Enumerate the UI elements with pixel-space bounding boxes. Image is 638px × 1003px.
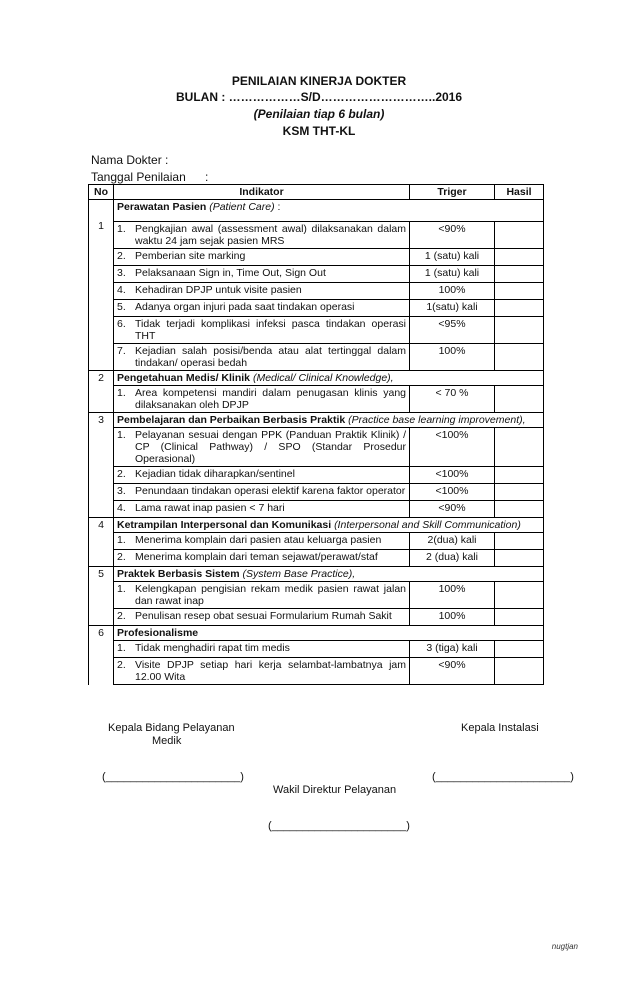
hasil-cell[interactable]: [495, 222, 544, 249]
triger-cell: <100%: [410, 484, 495, 501]
item-text: Lama rawat inap pasien < 7 hari: [135, 502, 285, 514]
doctor-label: Nama Dokter :: [91, 153, 169, 167]
item-number: 1.: [117, 583, 126, 595]
item-number: 1.: [117, 387, 126, 399]
section-title-italic: (Interpersonal and Skill Communication): [334, 519, 521, 531]
hasil-cell[interactable]: [495, 582, 544, 609]
item-number: 2.: [117, 468, 126, 480]
table-row: [89, 300, 544, 317]
section-number: 5: [89, 567, 114, 626]
header-no: No: [89, 185, 114, 200]
item-text: Tidak menghadiri rapat tim medis: [135, 642, 290, 654]
item-number: 1.: [117, 429, 126, 441]
period: BULAN : ………………S/D………………………..2016: [175, 90, 463, 104]
footer-mark: nugtjan: [551, 942, 578, 951]
unit: KSM THT-KL: [282, 124, 356, 138]
indicator-cell: [114, 641, 410, 658]
section-row: [89, 626, 544, 641]
date-label: Tanggal Penilaian: [91, 170, 186, 184]
indicator-cell: [114, 467, 410, 484]
table-row: [89, 344, 544, 371]
table-row: [89, 467, 544, 484]
center-signature-title: Wakil Direktur Pelayanan: [273, 784, 397, 796]
hasil-cell[interactable]: [495, 609, 544, 626]
table-row: [89, 386, 544, 413]
item-number: 2.: [117, 551, 126, 563]
section-title-text: Pengetahuan Medis/ Klinik: [117, 372, 253, 384]
section-title: [114, 567, 544, 582]
triger-cell: 100%: [410, 344, 495, 371]
section-title: [114, 518, 544, 533]
item-number: 1.: [117, 642, 126, 654]
hasil-cell[interactable]: [495, 283, 544, 300]
item-number: 2.: [117, 250, 126, 262]
triger-cell: <95%: [410, 317, 495, 344]
table-row: [89, 533, 544, 550]
hasil-cell[interactable]: [495, 344, 544, 371]
triger-cell: <90%: [410, 658, 495, 685]
hasil-cell[interactable]: [495, 501, 544, 518]
item-number: 5.: [117, 301, 126, 313]
table-row: [89, 501, 544, 518]
hasil-cell[interactable]: [495, 658, 544, 685]
table-row: [89, 222, 544, 249]
section-title-italic: (Medical/ Clinical Knowledge),: [252, 372, 394, 384]
indicator-cell: [114, 609, 410, 626]
hasil-cell[interactable]: [495, 300, 544, 317]
section-title-text: Ketrampilan Interpersonal dan Komunikasi: [117, 519, 335, 531]
table-row: [89, 550, 544, 567]
item-text: Pengkajian awal (assessment awal) dilaksanakan dalam waktu 24 jam sejak pasien MRS: [135, 223, 406, 247]
hasil-cell[interactable]: [495, 386, 544, 413]
item-text: Penulisan resep obat sesuai Formularium Rumah Sakit: [135, 610, 392, 622]
item-text: Kelengkapan pengisian rekam medik pasien rawat jalan dan rawat inap: [135, 583, 406, 607]
indicator-cell: [114, 283, 410, 300]
indicator-cell: [114, 658, 410, 685]
item-number: 3.: [117, 485, 126, 497]
triger-cell: <100%: [410, 428, 495, 467]
indicator-cell: [114, 533, 410, 550]
item-text: Kejadian tidak diharapkan/sentinel: [135, 468, 295, 480]
hasil-cell[interactable]: [495, 428, 544, 467]
indicator-cell: [114, 317, 410, 344]
hasil-cell[interactable]: [495, 317, 544, 344]
item-number: 4.: [117, 502, 126, 514]
section-title-suffix: :: [274, 201, 281, 213]
left-signature-title: Kepala Bidang Pelayanan: [108, 722, 235, 734]
left-signature-title-2: Medik: [152, 735, 182, 747]
item-text: Menerima komplain dari teman sejawat/perawat/staf: [135, 551, 378, 563]
triger-cell: 100%: [410, 582, 495, 609]
header-triger: Triger: [410, 185, 495, 200]
item-text: Pelayanan sesuai dengan PPK (Panduan Praktik Klinik) / CP (Clinical Pathway) / SPO (Standar Prosedur Operasional): [135, 429, 406, 465]
table-row: [89, 641, 544, 658]
indicator-cell: [114, 300, 410, 317]
left-signature-blank: (______________________): [102, 771, 244, 783]
indicator-cell: [114, 428, 410, 467]
section-title-italic: (Practice base learning improvement),: [348, 414, 526, 426]
indicator-cell: [114, 484, 410, 501]
section-title-text: Praktek Berbasis Sistem: [117, 568, 243, 580]
triger-cell: <90%: [410, 501, 495, 518]
hasil-cell[interactable]: [495, 249, 544, 266]
table-row: [89, 249, 544, 266]
right-signature-blank: (______________________): [432, 771, 574, 783]
table-row: [89, 658, 544, 685]
item-number: 1.: [117, 223, 126, 235]
hasil-cell[interactable]: [495, 484, 544, 501]
item-number: 4.: [117, 284, 126, 296]
item-number: 3.: [117, 267, 126, 279]
section-title: [114, 413, 544, 428]
subtitle: (Penilaian tiap 6 bulan): [253, 107, 385, 121]
item-number: 7.: [117, 345, 126, 357]
section-number: 6: [89, 626, 114, 685]
section-title-italic: (System Base Practice),: [242, 568, 356, 580]
item-text: Kejadian salah posisi/benda atau alat tertinggal dalam tindakan/ operasi bedah: [135, 345, 406, 369]
section-title-text: Profesionalisme: [117, 627, 199, 639]
section-number: 2: [89, 371, 114, 413]
indicator-cell: [114, 344, 410, 371]
table-row: [89, 266, 544, 283]
item-text: Kehadiran DPJP untuk visite pasien: [135, 284, 302, 296]
item-number: 1.: [117, 534, 126, 546]
triger-cell: 3 (tiga) kali: [410, 641, 495, 658]
section-title-text: Pembelajaran dan Perbaikan Berbasis Praktik: [117, 414, 349, 426]
triger-cell: <100%: [410, 467, 495, 484]
indicator-cell: [114, 582, 410, 609]
section-row: [89, 518, 544, 533]
header-hasil: Hasil: [495, 185, 544, 200]
indicator-cell: [114, 266, 410, 283]
indicator-cell: [114, 386, 410, 413]
item-text: Penundaan tindakan operasi elektif karena faktor operator: [135, 485, 406, 497]
item-number: 2.: [117, 659, 126, 671]
section-title: [114, 626, 544, 641]
table-row: [89, 317, 544, 344]
item-text: Tidak terjadi komplikasi infeksi pasca tindakan operasi THT: [135, 318, 406, 342]
right-signature-title: Kepala Instalasi: [461, 722, 539, 734]
center-signature-blank: (______________________): [268, 820, 410, 832]
item-text: Area kompetensi mandiri dalam penugasan klinis yang dilaksanakan oleh DPJP: [135, 387, 406, 411]
header-indikator: Indikator: [114, 185, 410, 200]
item-text: Menerima komplain dari pasien atau keluarga pasien: [135, 534, 382, 546]
hasil-cell[interactable]: [495, 533, 544, 550]
section-row: [89, 567, 544, 582]
triger-cell: 2 (dua) kali: [410, 550, 495, 567]
triger-cell: 100%: [410, 609, 495, 626]
item-number: 2.: [117, 610, 126, 622]
indicator-cell: [114, 222, 410, 249]
triger-cell: 2(dua) kali: [410, 533, 495, 550]
table-row: [89, 283, 544, 300]
section-title-text: Perawatan Pasien: [117, 201, 210, 213]
triger-cell: 1 (satu) kali: [410, 266, 495, 283]
section-title: [114, 371, 544, 386]
hasil-cell[interactable]: [495, 467, 544, 484]
date-colon: :: [205, 170, 209, 184]
item-text: Pelaksanaan Sign in, Time Out, Sign Out: [135, 267, 326, 279]
table-row: [89, 428, 544, 467]
triger-cell: 1 (satu) kali: [410, 249, 495, 266]
triger-cell: < 70 %: [410, 386, 495, 413]
indicator-cell: [114, 249, 410, 266]
section-row: [89, 413, 544, 428]
triger-cell: 1(satu) kali: [410, 300, 495, 317]
section-number: 4: [89, 518, 114, 567]
section-title: [114, 200, 544, 222]
table-row: [89, 609, 544, 626]
section-title-italic: (Patient Care): [209, 201, 275, 213]
triger-cell: <90%: [410, 222, 495, 249]
hasil-cell[interactable]: [495, 550, 544, 567]
table-row: [89, 484, 544, 501]
item-number: 6.: [117, 318, 126, 330]
table-row: [89, 582, 544, 609]
hasil-cell[interactable]: [495, 641, 544, 658]
hasil-cell[interactable]: [495, 266, 544, 283]
item-text: Adanya organ injuri pada saat tindakan operasi: [135, 301, 355, 313]
section-number: 3: [89, 413, 114, 518]
indicator-cell: [114, 501, 410, 518]
triger-cell: 100%: [410, 283, 495, 300]
item-text: Pemberian site marking: [135, 250, 246, 262]
indicator-cell: [114, 550, 410, 567]
title: PENILAIAN KINERJA DOKTER: [231, 74, 407, 88]
indicator-table: [88, 184, 544, 685]
section-number: 1: [89, 200, 114, 371]
section-row: [89, 371, 544, 386]
item-text: Visite DPJP setiap hari kerja selambat-lambatnya jam 12.00 Wita: [135, 659, 406, 683]
section-row: [89, 200, 544, 222]
table-header: [89, 185, 544, 200]
